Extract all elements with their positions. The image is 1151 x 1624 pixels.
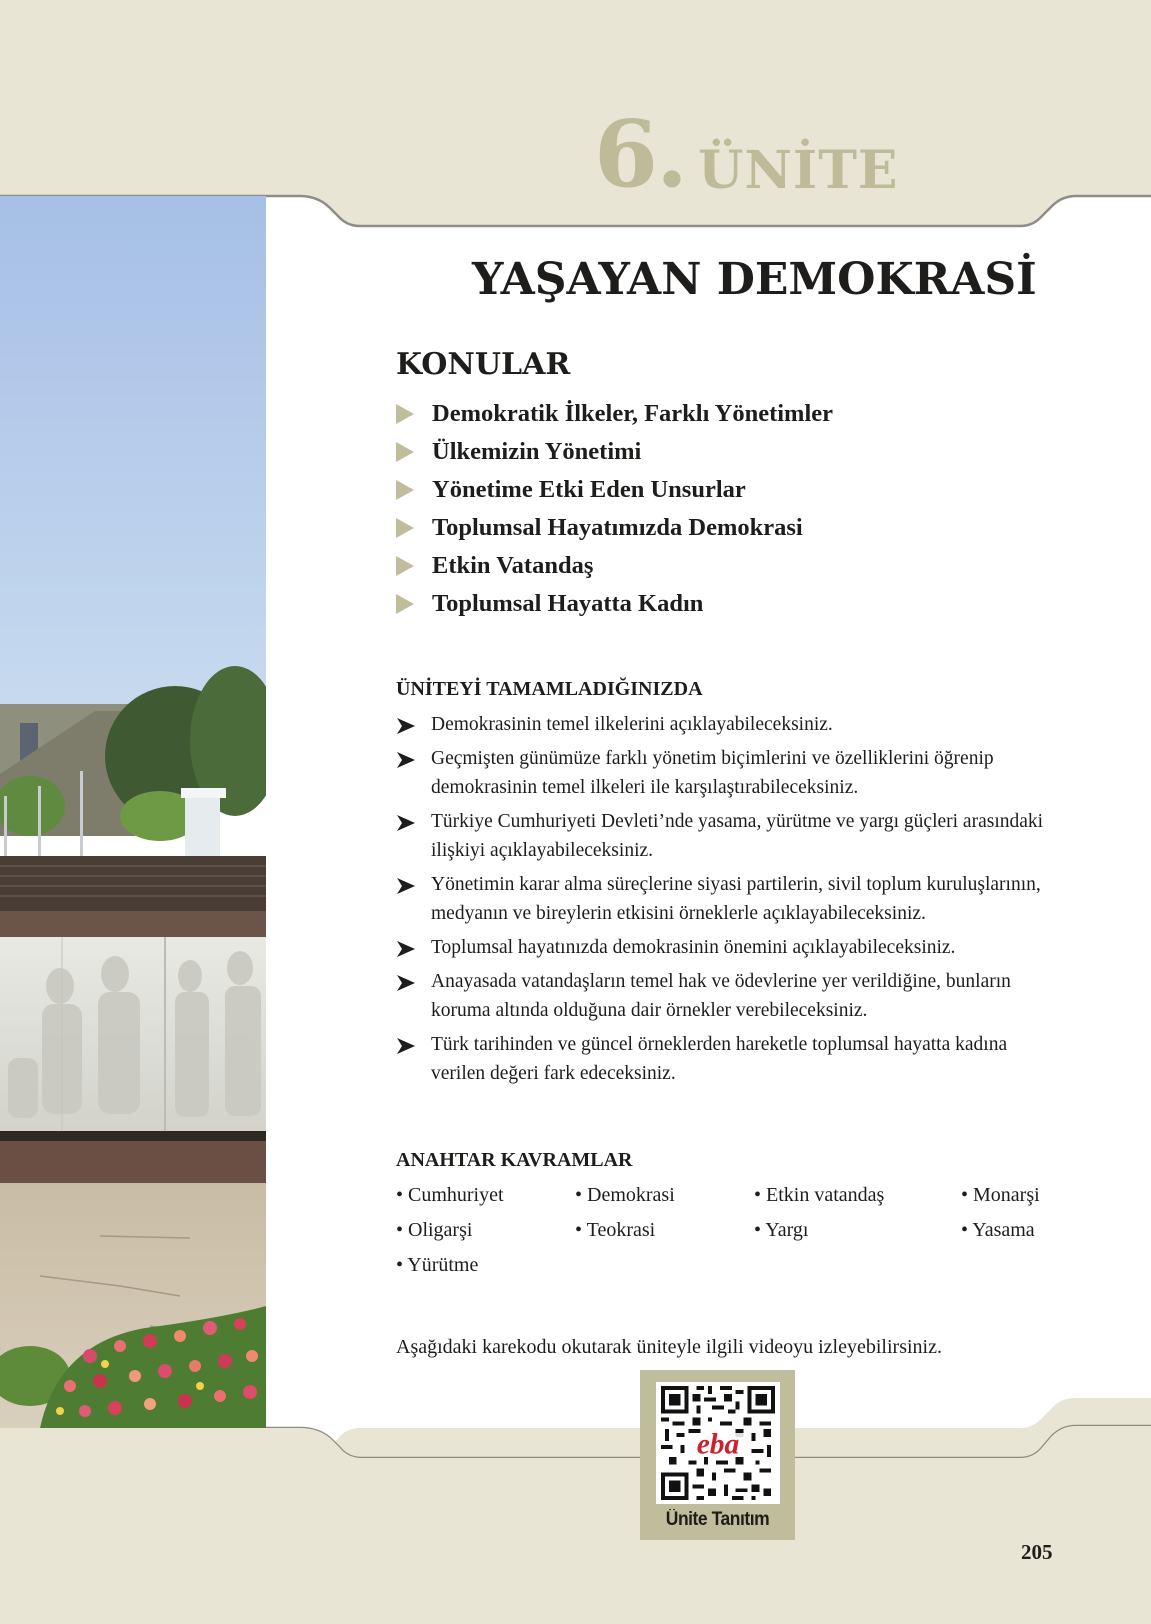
topic-item: Demokratik İlkeler, Farklı Yönetimler [396, 395, 833, 433]
topic-item: Etkin Vatandaş [396, 547, 833, 585]
qr-label: Ünite Tanıtım [665, 1509, 770, 1530]
concept-item: • Yargı [754, 1219, 809, 1241]
concept-item: • Yürütme [396, 1254, 479, 1276]
parliament-photo-illustration [0, 196, 266, 1428]
concept-item: • Etkin vatandaş [754, 1184, 885, 1206]
objective-item: Anayasada vatandaşların temel hak ve ödevlerine yer verildiğine, bunların koruma altında olduğuna dair örnekler verebileceksiniz. [396, 967, 1066, 1025]
objective-item: Yönetimin karar alma süreçlerine siyasi partilerin, sivil toplum kuruluşlarının, medyanın ve bireylerin etkisini örneklerle açıklayabileceksiniz. [396, 870, 1066, 928]
triangle-bullet-icon [396, 442, 414, 462]
arrowhead-bullet-icon [396, 814, 416, 832]
objective-item: Toplumsal hayatınızda demokrasinin önemini açıklayabileceksiniz. [396, 933, 1066, 962]
qr-instruction: Aşağıdaki karekodu okutarak üniteyle ilgili videoyu izleyebilirsiniz. [396, 1336, 942, 1358]
unit-title: YAŞAYAN DEMOKRASİ [472, 254, 1037, 305]
eba-logo: eba [696, 1428, 740, 1461]
objective-item: Demokrasinin temel ilkelerini açıklayabileceksiniz. [396, 710, 1066, 739]
arrowhead-bullet-icon [396, 717, 416, 735]
triangle-bullet-icon [396, 594, 414, 614]
topics-heading: KONULAR [396, 347, 571, 382]
arrowhead-bullet-icon [396, 974, 416, 992]
objective-item: Türkiye Cumhuriyeti Devleti’nde yasama, yürütme ve yargı güçleri arasındaki ilişkiyi açıklayabileceksiniz. [396, 807, 1066, 865]
objectives-list [396, 710, 1066, 1093]
topic-item: Toplumsal Hayatımızda Demokrasi [396, 509, 833, 547]
cover-photo [0, 196, 266, 1428]
concept-item: • Cumhuriyet [396, 1184, 504, 1206]
triangle-bullet-icon [396, 480, 414, 500]
objective-item: Türk tarihinden ve güncel örneklerden hareketle toplumsal hayatta kadına verilen değeri fark edeceksiniz. [396, 1030, 1066, 1088]
concept-item: • Yasama [961, 1219, 1035, 1241]
arrowhead-bullet-icon [396, 940, 416, 958]
unit-number: 6. [594, 100, 687, 208]
concept-item: • Demokrasi [575, 1184, 675, 1206]
qr-code-card[interactable] [640, 1370, 795, 1540]
topic-item: Yönetime Etki Eden Unsurlar [396, 471, 833, 509]
topics-list [396, 395, 833, 623]
qr-code[interactable] [656, 1382, 780, 1504]
objective-item: Geçmişten günümüze farklı yönetim biçimlerini ve özelliklerini öğrenip demokrasinin temel ilkeleri ile karşılaştırabileceksiniz. [396, 744, 1066, 802]
topic-item: Toplumsal Hayatta Kadın [396, 585, 833, 623]
qr-code-icon [656, 1382, 780, 1504]
triangle-bullet-icon [396, 556, 414, 576]
arrowhead-bullet-icon [396, 1037, 416, 1055]
arrowhead-bullet-icon [396, 877, 416, 895]
concept-item: • Oligarşi [396, 1219, 473, 1241]
triangle-bullet-icon [396, 518, 414, 538]
unit-label: ÜNİTE [698, 140, 899, 201]
key-concepts-heading: ANAHTAR KAVRAMLAR [396, 1149, 633, 1171]
objectives-heading: ÜNİTEYİ TAMAMLADIĞINIZDA [396, 678, 703, 700]
topic-item: Ülkemizin Yönetimi [396, 433, 833, 471]
arrowhead-bullet-icon [396, 751, 416, 769]
concept-item: • Teokrasi [575, 1219, 656, 1241]
key-concepts-grid [396, 1181, 1076, 1280]
concept-item: • Monarşi [961, 1184, 1040, 1206]
page-number: 205 [1021, 1540, 1053, 1564]
triangle-bullet-icon [396, 404, 414, 424]
